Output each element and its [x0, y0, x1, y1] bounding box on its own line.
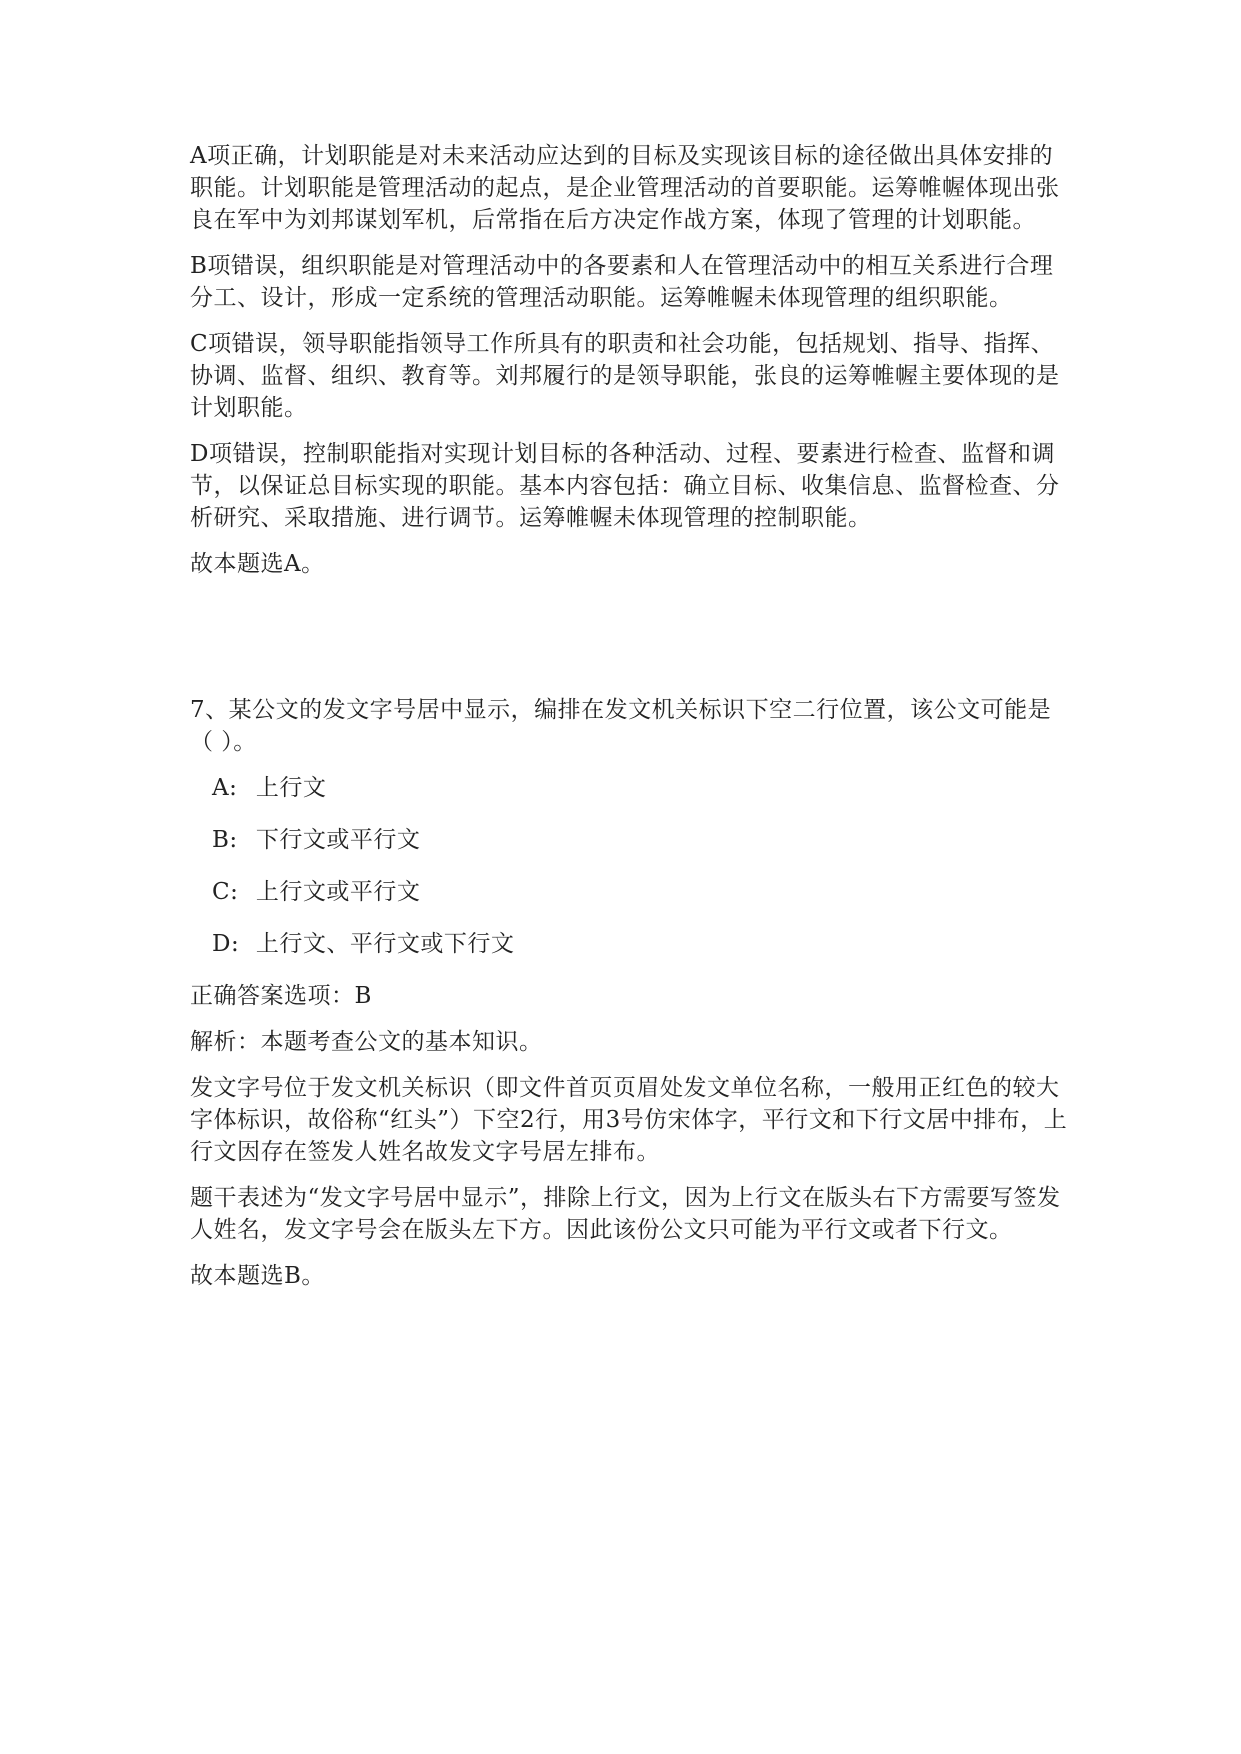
option-label: C: [212, 879, 239, 905]
option-text: 上行文或平行文 [255, 879, 421, 905]
analysis-option-b: B项错误，组织职能是对管理活动中的各要素和人在管理活动中的相互关系进行合理分工、设计，形成一定系统的管理活动职能。运筹帷幄未体现管理的组织职能。 [190, 253, 1054, 311]
question-7 [190, 694, 1070, 1292]
option-label: A: [212, 775, 238, 801]
analysis-body-1: 发文字号位于发文机关标识（即文件首页页眉处发文单位名称，一般用正红色的较大字体标识，故俗称“红头”）下空2行，用3号仿宋体字，平行文和下行文居中排布，上行文因存在签发人姓名故发文字号居左排布。 [190, 1075, 1068, 1165]
option-text: 上行文 [255, 775, 327, 801]
analysis-conclusion: 故本题选B。 [190, 1263, 325, 1289]
analysis-conclusion: 故本题选A。 [190, 551, 325, 577]
correct-answer: 正确答案选项：B [190, 983, 372, 1009]
option-b [212, 824, 1070, 856]
question-stem: 7、某公文的发文字号居中显示，编排在发文机关标识下空二行位置，该公文可能是（ ）。 [190, 697, 1052, 755]
option-label: D: [212, 931, 240, 957]
analysis-option-a: A项正确，计划职能是对未来活动应达到的目标及实现该目标的途径做出具体安排的职能。计划职能是管理活动的起点，是企业管理活动的首要职能。运筹帷幄体现出张良在军中为刘邦谋划军机，后常指在后方决定作战方案，体现了管理的计划职能。 [190, 143, 1060, 233]
option-label: B: [212, 827, 238, 853]
section-spacer [190, 594, 1070, 694]
document-page [190, 140, 1070, 1306]
option-d [212, 928, 1070, 960]
analysis-body-2: 题干表述为“发文字号居中显示”，排除上行文，因为上行文在版头右下方需要写签发人姓名，发文字号会在版头左下方。因此该份公文只可能为平行文或者下行文。 [190, 1185, 1061, 1243]
analysis-option-d: D项错误，控制职能指对实现计划目标的各种活动、过程、要素进行检查、监督和调节，以保证总目标实现的职能。基本内容包括：确立目标、收集信息、监督检查、分析研究、采取措施、进行调节。运筹帷幄未体现管理的控制职能。 [190, 441, 1060, 531]
analysis-option-c: C项错误，领导职能指领导工作所具有的职责和社会功能，包括规划、指导、指挥、协调、监督、组织、教育等。刘邦履行的是领导职能，张良的运筹帷幄主要体现的是计划职能。 [190, 331, 1060, 421]
option-a [212, 772, 1070, 804]
option-c [212, 876, 1070, 908]
previous-answer-analysis [190, 140, 1070, 580]
analysis-intro: 解析：本题考查公文的基本知识。 [190, 1029, 543, 1055]
option-text: 下行文或平行文 [255, 827, 421, 853]
option-text: 上行文、平行文或下行文 [255, 931, 515, 957]
